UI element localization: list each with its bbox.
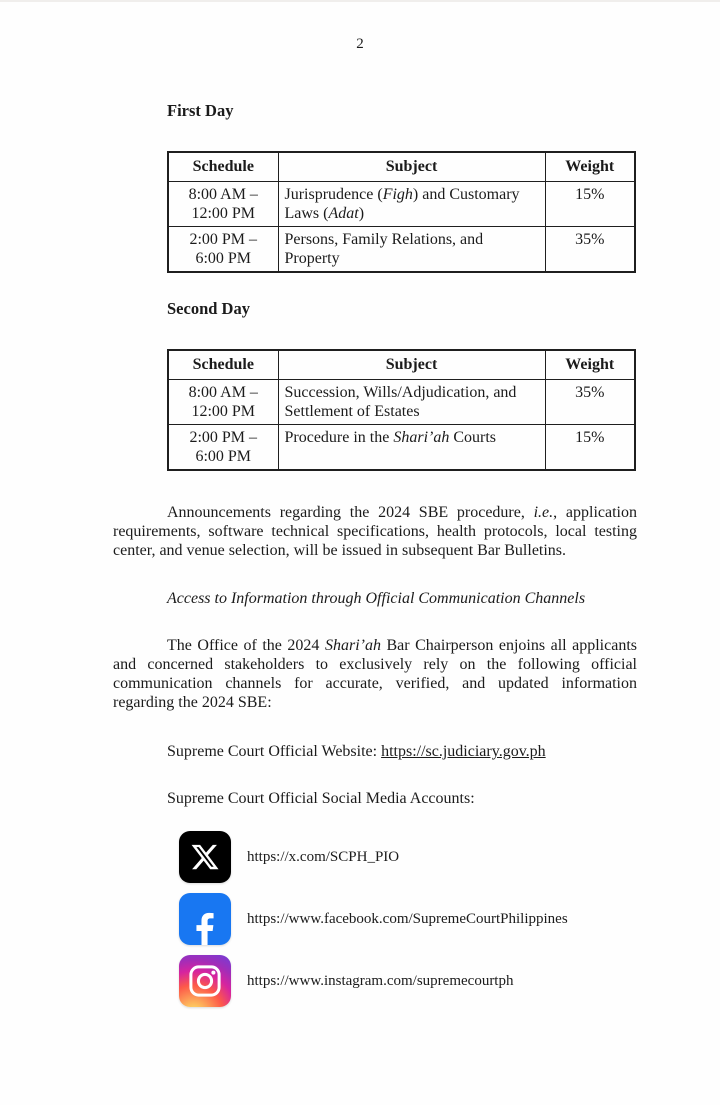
- subject-cell: Succession, Wills/Adjudication, and Settlement of Estates: [278, 380, 545, 425]
- instagram-icon: [179, 955, 231, 1007]
- schedule-cell: 8:00 AM – 12:00 PM: [168, 182, 278, 227]
- subject-cell: Jurisprudence (Figh) and Customary Laws (Adat): [278, 182, 545, 227]
- weight-cell: 15%: [545, 182, 635, 227]
- subject-cell: Procedure in the Shari’ah Courts: [278, 425, 545, 471]
- website-line: [167, 742, 637, 761]
- website-link[interactable]: https://sc.judiciary.gov.ph: [381, 743, 546, 760]
- header-weight: Weight: [545, 350, 635, 380]
- second-day-schedule-table: [167, 349, 636, 471]
- schedule-cell: 8:00 AM – 12:00 PM: [168, 380, 278, 425]
- x-account-url[interactable]: https://x.com/SCPH_PIO: [247, 848, 400, 865]
- header-schedule: Schedule: [168, 350, 278, 380]
- social-row-facebook: [179, 893, 637, 945]
- page-number: 2: [356, 36, 364, 52]
- header-subject: Subject: [278, 350, 545, 380]
- social-row-x: [179, 831, 637, 883]
- schedule-cell: 2:00 PM – 6:00 PM: [168, 227, 278, 273]
- weight-cell: 15%: [545, 425, 635, 471]
- facebook-icon: [179, 893, 231, 945]
- section-heading-second-day: Second Day: [167, 299, 250, 318]
- facebook-account-url[interactable]: https://www.facebook.com/SupremeCourtPhilippines: [247, 910, 568, 927]
- paragraph-office-chairperson: The Office of the 2024 Shari’ah Bar Chairperson enjoins all applicants and concerned stakeholders to exclusively rely on the following official communication channels for accurate, verified, and updated information regarding the 2024 SBE:: [113, 637, 637, 711]
- header-schedule: Schedule: [168, 152, 278, 182]
- website-label: Supreme Court Official Website:: [167, 743, 382, 760]
- table-row: [168, 380, 635, 425]
- weight-cell: 35%: [545, 380, 635, 425]
- page-content: [113, 101, 637, 1007]
- heading-access-to-information: Access to Information through Official Communication Channels: [167, 590, 586, 607]
- table-row: [168, 425, 635, 471]
- header-weight: Weight: [545, 152, 635, 182]
- table-row: [168, 227, 635, 273]
- section-heading-first-day: First Day: [167, 101, 234, 120]
- paragraph-announcements: Announcements regarding the 2024 SBE procedure, i.e., application requirements, software technical specifications, health protocols, local testing center, and venue selection, will be issued in subsequent Bar Bulletins.: [113, 504, 637, 559]
- header-subject: Subject: [278, 152, 545, 182]
- social-row-instagram: [179, 955, 637, 1007]
- schedule-cell: 2:00 PM – 6:00 PM: [168, 425, 278, 471]
- social-accounts-label: Supreme Court Official Social Media Accounts:: [167, 790, 475, 807]
- first-day-schedule-table: [167, 151, 636, 273]
- table-header-row: [168, 152, 635, 182]
- x-icon: [179, 831, 231, 883]
- table-header-row: [168, 350, 635, 380]
- instagram-account-url[interactable]: https://www.instagram.com/supremecourtph: [247, 972, 514, 989]
- table-row: [168, 182, 635, 227]
- weight-cell: 35%: [545, 227, 635, 273]
- subject-cell: Persons, Family Relations, and Property: [278, 227, 545, 273]
